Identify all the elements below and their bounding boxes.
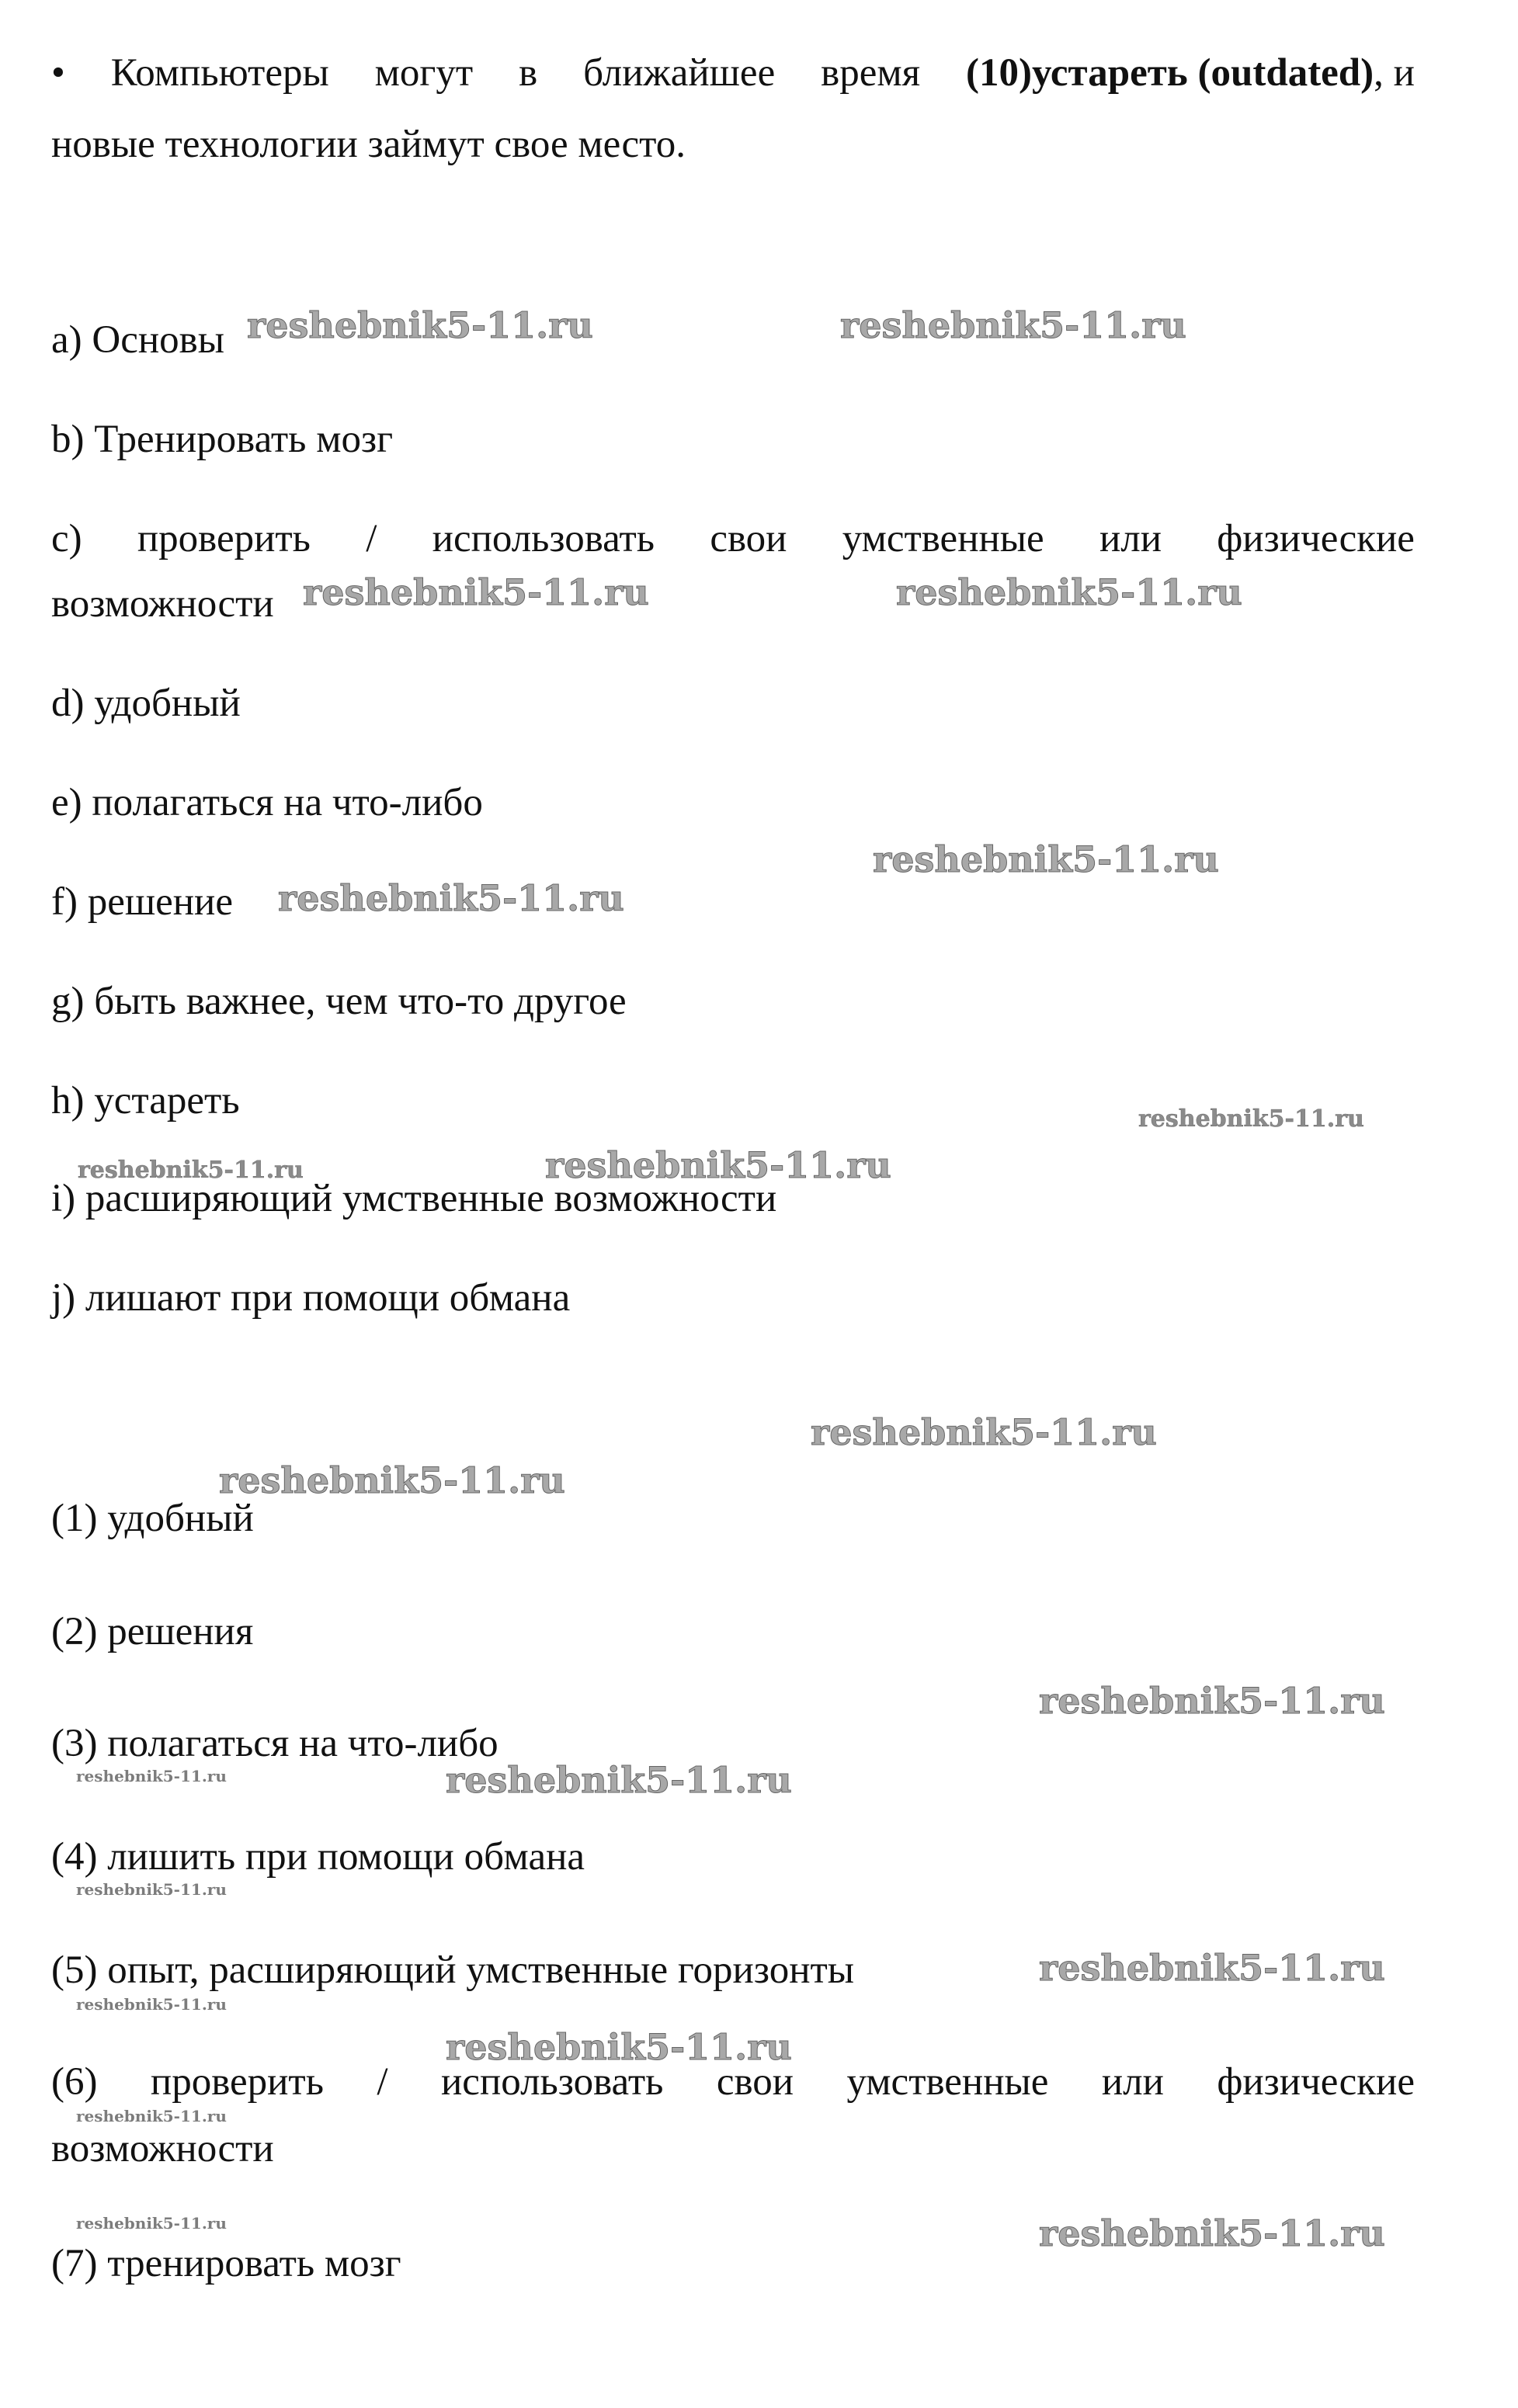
definition-letter: e): [51, 781, 82, 824]
watermark: reshebnik5-11.ru: [896, 571, 1242, 613]
definition-letter: h): [51, 1079, 85, 1122]
watermark: reshebnik5-11.ru: [1039, 2212, 1385, 2254]
intro-word: Компьютеры: [110, 51, 329, 95]
answer-1: [51, 1495, 254, 1542]
answer-4: [51, 1834, 585, 1880]
intro-word: , и: [1374, 51, 1415, 95]
definition-c-line-1: [51, 515, 1415, 562]
definition-text: быть важнее, чем что-то другое: [94, 980, 627, 1023]
answer-text: решения: [107, 1610, 254, 1653]
definition-word: или: [1099, 517, 1162, 560]
definition-word: использовать: [432, 517, 655, 560]
definition-b: [51, 416, 393, 463]
answer-word: или: [1101, 2060, 1164, 2104]
watermark: reshebnik5-11.ru: [811, 1411, 1157, 1453]
definition-j: [51, 1275, 570, 1321]
answer-word: проверить: [150, 2060, 324, 2104]
watermark: reshebnik5-11.ru: [873, 838, 1219, 880]
definition-word: /: [366, 517, 377, 560]
definition-text: Основы: [92, 318, 224, 362]
answer-6-line-2: возможности: [51, 2127, 274, 2170]
answer-word: умственные: [846, 2060, 1049, 2104]
definition-text: решение: [87, 880, 233, 924]
answer-7: [51, 2240, 401, 2287]
definition-text: Тренировать мозг: [94, 418, 394, 461]
definition-letter: g): [51, 980, 85, 1023]
answer-number: (1): [51, 1497, 98, 1540]
answer-3: [51, 1720, 498, 1767]
answer-text: опыт, расширяющий умственные горизонты: [107, 1948, 855, 1992]
watermark: reshebnik5-11.ru: [247, 304, 593, 346]
watermark: reshebnik5-11.ru: [303, 571, 649, 613]
answer-number: (6): [51, 2060, 98, 2104]
definition-text: устареть: [94, 1079, 240, 1122]
definition-a: [51, 317, 224, 363]
watermark: reshebnik5-11.ru: [219, 1459, 565, 1501]
watermark: reshebnik5-11.ru: [840, 304, 1186, 346]
watermark: reshebnik5-11.ru: [446, 2026, 792, 2068]
answer-number: (4): [51, 1835, 98, 1879]
watermark: reshebnik5-11.ru: [76, 1995, 227, 2014]
bullet: •: [51, 51, 65, 95]
definition-d: [51, 680, 241, 727]
answer-text: полагаться на что-либо: [107, 1722, 498, 1765]
intro-word: могут: [374, 51, 474, 95]
definition-word: умственные: [842, 517, 1044, 560]
definition-h: [51, 1077, 240, 1124]
watermark: reshebnik5-11.ru: [1039, 1947, 1385, 1989]
answer-number: (5): [51, 1948, 98, 1992]
definition-word: проверить: [137, 517, 311, 560]
definition-g: [51, 978, 627, 1025]
watermark: reshebnik5-11.ru: [76, 2214, 227, 2233]
definition-word: свои: [710, 517, 787, 560]
intro-word: в: [519, 51, 538, 95]
definition-text: удобный: [94, 682, 241, 725]
watermark: reshebnik5-11.ru: [278, 877, 624, 919]
answer-word: /: [377, 2060, 388, 2104]
definition-letter: a): [51, 318, 82, 362]
definition-letter: i): [51, 1177, 76, 1220]
definition-letter: f): [51, 880, 78, 924]
intro-word: ближайшее: [583, 51, 776, 95]
definition-text: расширяющий умственные возможности: [85, 1177, 777, 1220]
intro-bold-term: (10)устареть (outdated): [966, 51, 1374, 95]
answer-word: свои: [716, 2060, 794, 2104]
answer-5: [51, 1947, 854, 1993]
watermark: reshebnik5-11.ru: [1138, 1105, 1364, 1133]
definition-text: полагаться на что-либо: [92, 781, 483, 824]
answer-number: (2): [51, 1610, 98, 1653]
definition-letter: j): [51, 1276, 76, 1320]
answer-text: удобный: [107, 1497, 254, 1540]
intro-line-1: [51, 50, 1415, 96]
intro-line-2: новые технологии займут свое место.: [51, 123, 686, 166]
definition-text: лишают при помощи обмана: [85, 1276, 571, 1320]
watermark: reshebnik5-11.ru: [545, 1144, 891, 1186]
watermark: reshebnik5-11.ru: [446, 1759, 792, 1801]
watermark: reshebnik5-11.ru: [76, 1767, 227, 1785]
watermark: reshebnik5-11.ru: [76, 2107, 227, 2125]
definition-word: физические: [1217, 517, 1415, 560]
definition-e: [51, 779, 483, 826]
watermark: reshebnik5-11.ru: [78, 1157, 304, 1184]
definition-c-line-2: возможности: [51, 582, 274, 626]
answer-word: физические: [1217, 2060, 1415, 2104]
definition-letter: b): [51, 418, 85, 461]
definition-letter: d): [51, 682, 85, 725]
definition-f: [51, 879, 233, 925]
intro-word: время: [821, 51, 921, 95]
answer-number: (7): [51, 2242, 98, 2285]
watermark: reshebnik5-11.ru: [76, 1880, 227, 1899]
answer-text: тренировать мозг: [107, 2242, 401, 2285]
intro-bold-phrase: [966, 50, 1415, 96]
watermark: reshebnik5-11.ru: [1039, 1680, 1385, 1722]
answer-text: лишить при помощи обмана: [107, 1835, 585, 1879]
answer-number: (3): [51, 1722, 98, 1765]
answer-word: использовать: [441, 2060, 664, 2104]
answer-2: [51, 1608, 253, 1655]
definition-letter: c): [51, 517, 82, 560]
